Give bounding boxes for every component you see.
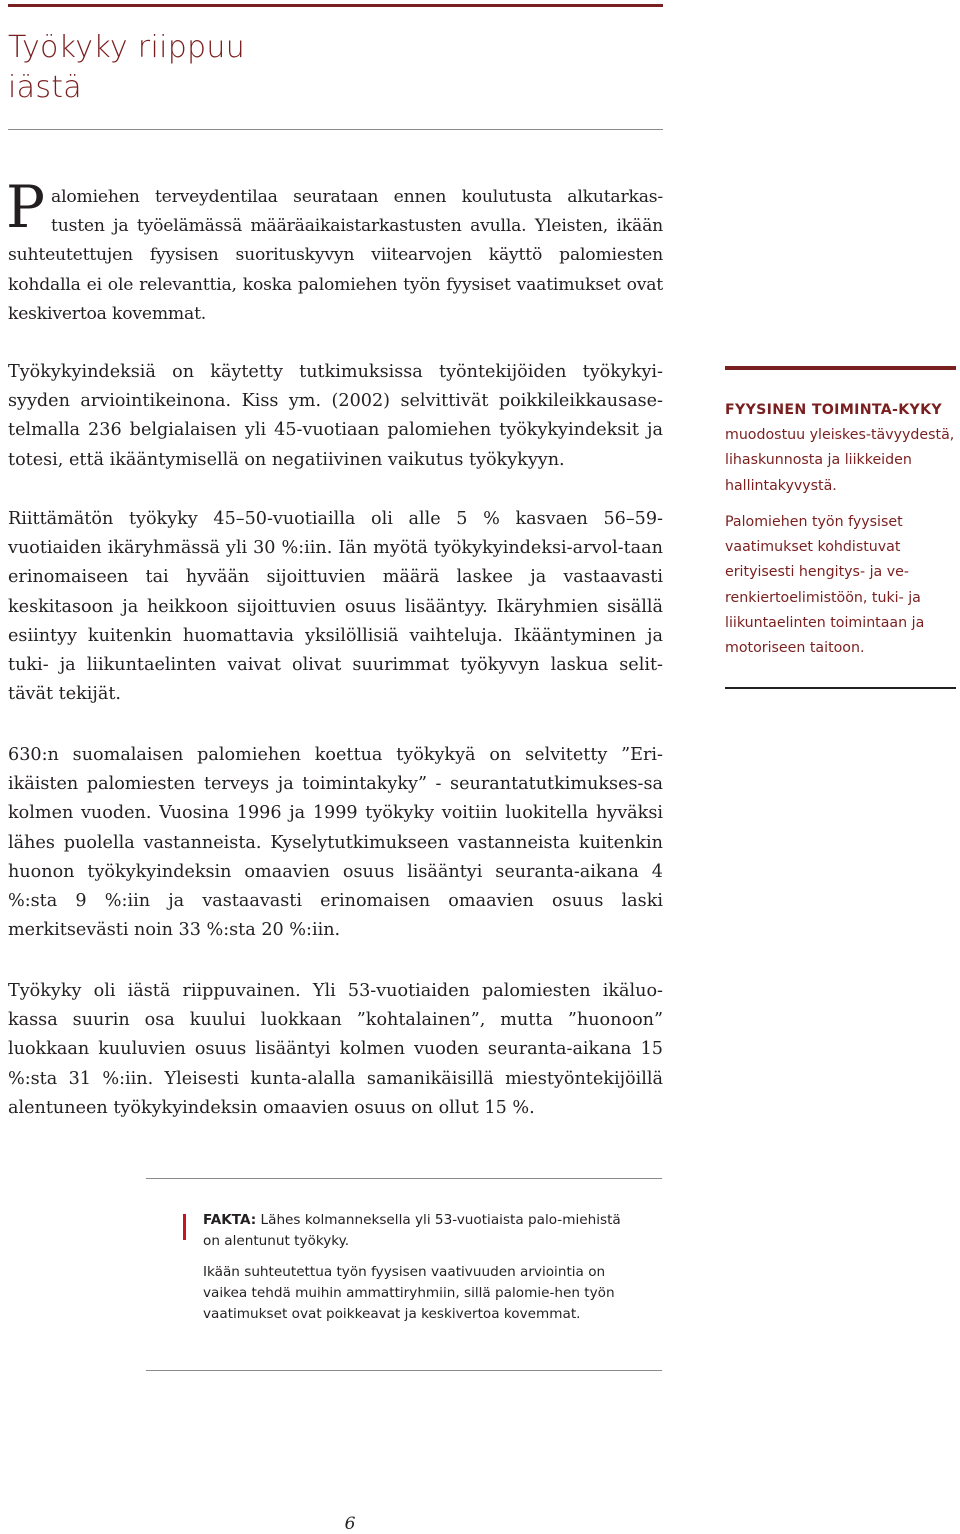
sidebar-definition (725, 398, 957, 499)
fact-box-bottom-rule (146, 1370, 662, 1371)
sidebar-definition-text: muodostuu yleiskes-tävyydestä, lihaskunnosta ja liikkeiden hallintakyvystä. (725, 427, 955, 494)
fact-box-text: Ikään suhteutettua työn fyysisen vaativuuden arviointia on vaikea tehdä muihin ammattiryhmiin, sillä palomie-hen työn vaatimukset ovat poikkeavat ja keskivertoa kovemmat. (203, 1264, 615, 1322)
title-divider (8, 129, 663, 130)
sidebar-heading: FYYSINEN TOIMINTA-KYKY (725, 402, 942, 418)
intro-paragraph-text: alomiehen terveydentilaa seurataan ennen koulutusta alkutarkas-tusten ja työelämässä määräaikaistarkastusten avulla. Yleisten, ikään suhteutettujen fyysisen suorituskyvyn viitearvojen käyttö palomiesten kohdalla ei ole relevanttia, koska palomiehen työn fyysiset vaatimukset ovat keskivertoa kovemmat. (8, 187, 663, 324)
sidebar-top-rule (725, 366, 956, 370)
sidebar-note: Palomiehen työn fyysiset vaatimukset kohdistuvat erityisesti hengitys- ja ve-renkiertoelimistöön, tuki- ja liikuntaelinten toimintaan ja motoriseen taitoon. (725, 514, 925, 657)
page-title-line-1: Työkyky riippuu (8, 30, 246, 65)
sidebar-bottom-rule (725, 687, 956, 689)
fact-label: FAKTA: (203, 1212, 257, 1228)
page-number: 6 (344, 1514, 356, 1534)
page-title-line-2: iästä (8, 70, 82, 105)
fact-box-top-rule (146, 1178, 662, 1179)
body-paragraph-4: 630:n suomalaisen palomiehen koettua työkykyä on selvitetty ”Eri-ikäisten palomiesten terveys ja toimintakyky” - seurantatutkimukses-sa kolmen vuoden. Vuosina 1996 ja 1999 työkyky voitiin luokitella hyväksi lähes puolella vastanneista. Kyselytutkimukseen vastanneista kuitenkin huonon työkykyindeksin omaavien osuus lisääntyi seuranta-aikana 4 %:sta 9 %:iin ja vastaavasti erinomaisen omaavien osuus laski merkitsevästi noin 33 %:sta 20 %:iin. (8, 745, 663, 941)
body-paragraph-3: Riittämätön työkyky 45–50-vuotiailla oli alle 5 % kasvaen 56–59-vuotiaiden ikäryhmässä yli 30 %:iin. Iän myötä työkykyindeksi-arvol-taan erinomaiseen tai hyvään sijoittuvien määrä laskee ja vastaavasti keskitasoon ja heikkoon sijoittuvien osuus lisääntyy. Ikäryhmien sisällä esiintyy kuitenkin huomattavia yksilöllisiä vaihteluja. Ikääntyminen ja tuki- ja liikuntaelinten vaivat olivat suurimmat työkyvyn laskua selit-tävät tekijät. (8, 509, 663, 705)
body-paragraph-2: Työkykyindeksiä on käytetty tutkimuksissa työntekijöiden työkykyi-syyden arviointikeinona. Kiss ym. (2002) selvittivät poikkileikkausase-telmalla 236 belgialaisen yli 45-vuotiaan palomiehen työkykyindeksit ja totesi, että ikääntymisellä on negatiivinen vaikutus työkykyyn. (8, 362, 663, 470)
fact-accent-bar (183, 1214, 186, 1240)
top-accent-rule (8, 4, 663, 7)
body-paragraph-5: Työkyky oli iästä riippuvainen. Yli 53-vuotiaiden palomiesten ikäluo-kassa suurin osa kuului luokkaan ”kohtalainen”, mutta ”huonoon” luokkaan kuuluvien osuus lisääntyi kolmen vuoden seuranta-aikana 15 %:sta 31 %:iin. Yleisesti kunta-alalla samanikäisillä miestyöntekijöillä alentuneen työkykyindeksin omaavien osuus on ollut 15 %. (8, 981, 663, 1118)
fact-box-lead (203, 1210, 633, 1252)
page-title (8, 28, 428, 108)
fact-lead-text: Lähes kolmanneksella yli 53-vuotiaista palo-miehistä on alentunut työkyky. (203, 1212, 621, 1249)
intro-paragraph (6, 173, 663, 329)
drop-cap: P (6, 173, 46, 241)
